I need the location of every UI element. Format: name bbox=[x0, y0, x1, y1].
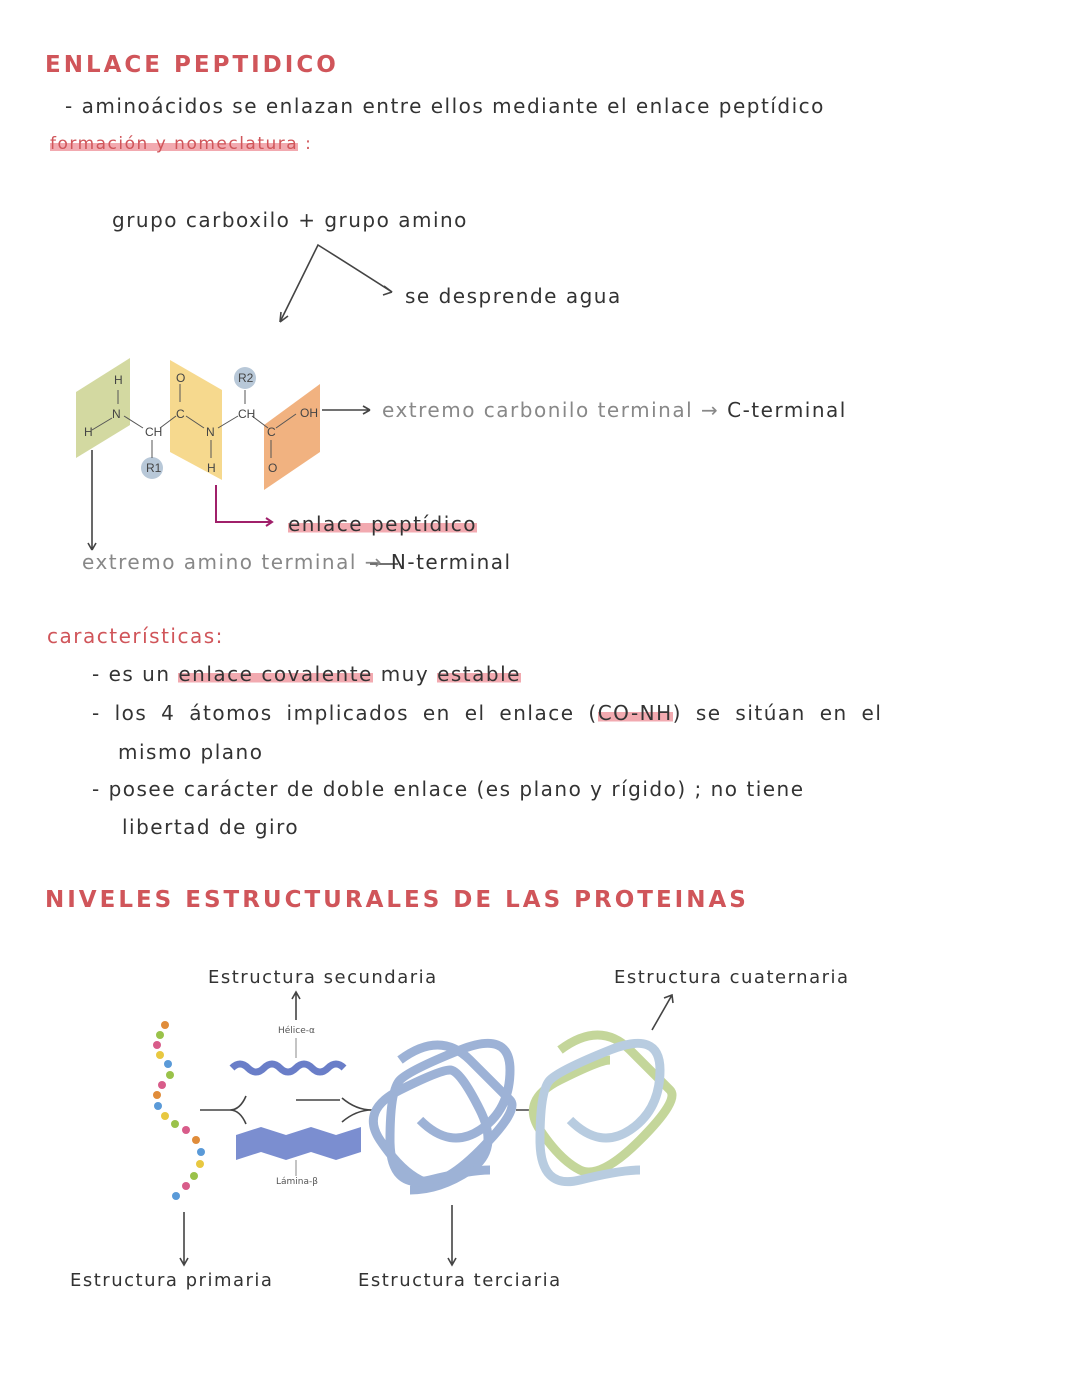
atom-oh: OH bbox=[300, 406, 318, 420]
c-terminal-label: extremo carbonilo terminal bbox=[382, 398, 694, 422]
characteristic-continuation: mismo plano bbox=[118, 740, 264, 764]
characteristic-item bbox=[92, 662, 521, 686]
label-secondary: Estructura secundaria bbox=[208, 967, 438, 988]
label-quaternary: Estructura cuaternaria bbox=[614, 967, 850, 988]
peptide-bond-label: enlace peptídico bbox=[288, 512, 478, 536]
characteristic-item bbox=[92, 777, 805, 801]
peptide-molecule bbox=[76, 358, 320, 490]
n-terminal-label: extremo amino terminal bbox=[82, 550, 357, 574]
arrow-icon: → bbox=[701, 398, 720, 422]
atom-ch: CH bbox=[145, 425, 163, 439]
atom-h: H bbox=[207, 461, 216, 475]
atom-o: O bbox=[268, 461, 278, 475]
atom-n: N bbox=[206, 425, 215, 439]
label-primary: Estructura primaria bbox=[70, 1270, 274, 1291]
quaternary-structure bbox=[533, 1035, 672, 1182]
atom-r1: R1 bbox=[146, 461, 162, 475]
text: los 4 átomos implicados en el enlace ( bbox=[114, 701, 598, 725]
arrow-icon: → bbox=[364, 550, 384, 574]
dash: - bbox=[92, 777, 101, 801]
text: ) se sitúan en el bbox=[672, 701, 883, 725]
highlight-stable: estable bbox=[437, 662, 521, 686]
atom-h: H bbox=[84, 425, 93, 439]
alpha-helix bbox=[232, 1064, 344, 1072]
beta-sheet bbox=[236, 1127, 361, 1160]
text: posee carácter de doble enlace (es plano y rígido) ; no tiene bbox=[108, 777, 805, 801]
primary-chain-beads bbox=[153, 1021, 205, 1200]
atom-n: N bbox=[112, 407, 121, 421]
byproduct-text: se desprende agua bbox=[405, 284, 622, 308]
section-title-structure-levels: NIVELES ESTRUCTURALES DE LAS PROTEINAS bbox=[45, 887, 749, 913]
atom-c: C bbox=[267, 425, 276, 439]
dash: - bbox=[92, 662, 101, 686]
subtitle-formation: formación y nomeclatura bbox=[50, 134, 299, 154]
atom-c: C bbox=[176, 407, 185, 421]
text: muy bbox=[372, 662, 438, 686]
c-terminal: C-terminal bbox=[727, 398, 847, 422]
colon: : bbox=[305, 134, 313, 154]
atom-ch: CH bbox=[238, 407, 256, 421]
atom-h: H bbox=[114, 373, 123, 387]
tertiary-structure bbox=[373, 1043, 512, 1190]
characteristic-item bbox=[92, 701, 882, 725]
atom-o: O bbox=[176, 371, 186, 385]
highlight-covalent: enlace covalente bbox=[178, 662, 373, 686]
n-terminal: N-terminal bbox=[390, 550, 512, 574]
section-title-peptide-bond: ENLACE PEPTIDICO bbox=[45, 52, 339, 78]
label-helix: Hélice-α bbox=[278, 1026, 315, 1036]
label-tertiary: Estructura terciaria bbox=[358, 1270, 562, 1291]
text: es un bbox=[108, 662, 179, 686]
atom-r2: R2 bbox=[238, 371, 254, 385]
dash: - bbox=[92, 701, 101, 725]
highlight-co-nh: CO-NH bbox=[597, 701, 673, 725]
label-sheet: Lámina-β bbox=[276, 1177, 319, 1187]
characteristics-title: características: bbox=[47, 624, 224, 648]
intro-text: - aminoácidos se enlazan entre ellos mediante el enlace peptídico bbox=[65, 94, 825, 118]
reaction-text: grupo carboxilo + grupo amino bbox=[112, 208, 468, 232]
characteristic-continuation: libertad de giro bbox=[122, 815, 300, 839]
